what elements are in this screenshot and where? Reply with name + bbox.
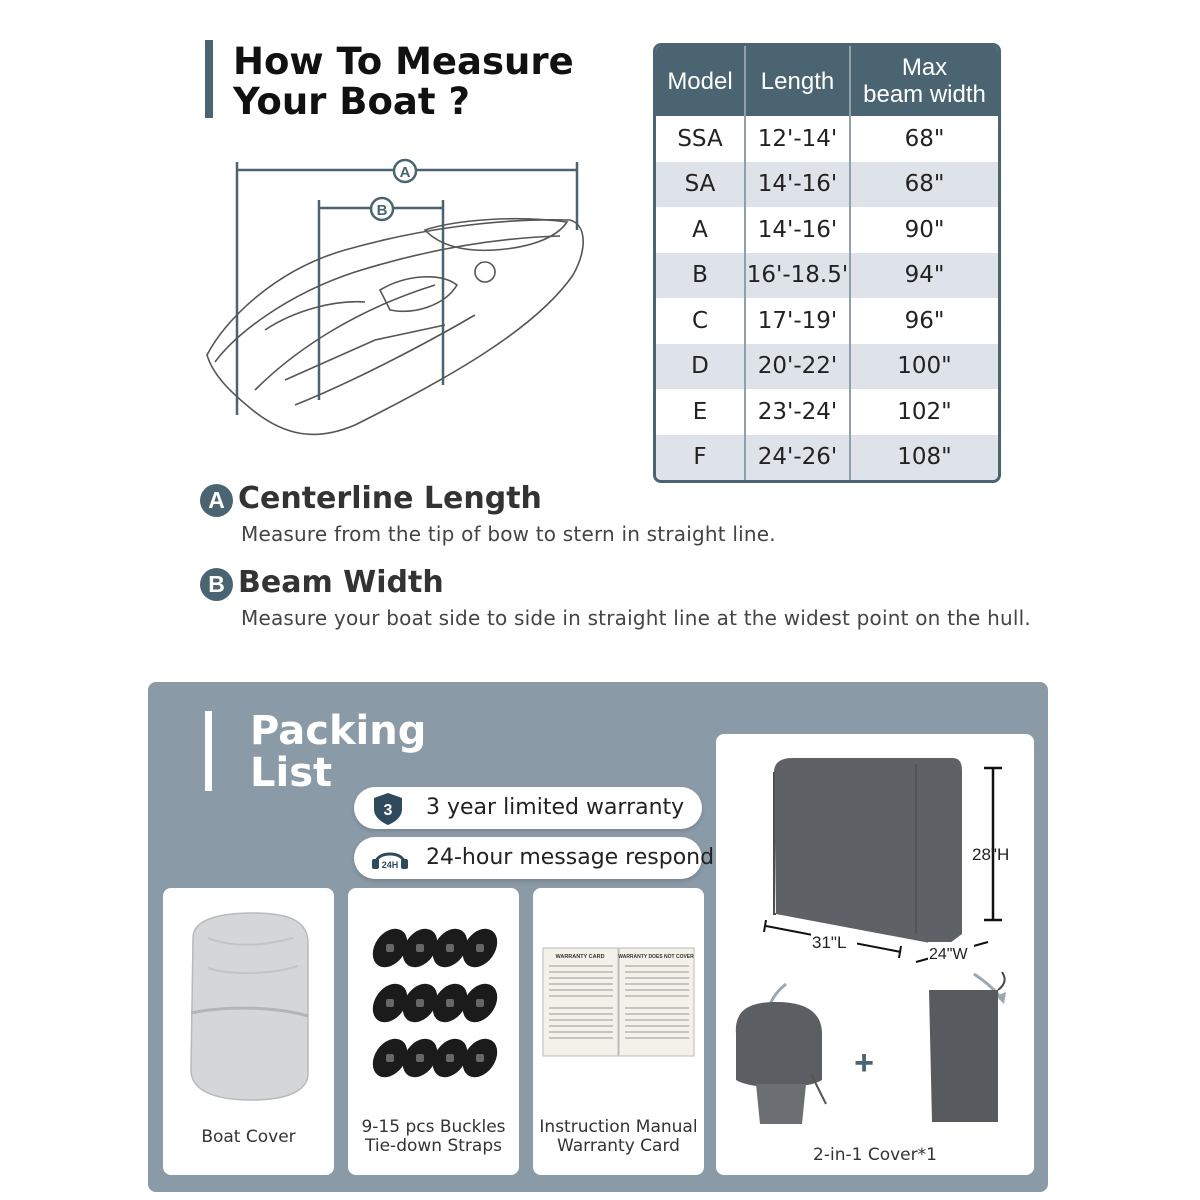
- cell-beam: 96": [904, 307, 945, 334]
- header-model: Model: [656, 46, 746, 116]
- boat-cover-icon: [163, 898, 334, 1118]
- manual-icon: [533, 938, 704, 1138]
- cell-beam: 68": [904, 125, 945, 152]
- straps-icon: [348, 918, 519, 1118]
- warranty-text: 3 year limited warranty: [426, 795, 685, 820]
- cell-length: 17'-19': [746, 298, 851, 344]
- definition-title: Beam Width: [238, 565, 444, 600]
- table-row: [656, 435, 998, 481]
- cell-model: A: [656, 207, 746, 253]
- packing-title-line-2: List: [250, 750, 333, 796]
- table-row: [656, 298, 998, 344]
- item-label-line-2: Tie-down Straps: [365, 1136, 502, 1156]
- header-beam: [851, 46, 998, 116]
- title-line-2: Your Boat ?: [233, 80, 470, 123]
- cell-beam: 90": [904, 216, 945, 243]
- header-beam-line1: Max: [901, 54, 948, 81]
- table-row: [656, 162, 998, 208]
- cell-beam: 108": [851, 435, 998, 481]
- cell-model: E: [656, 389, 746, 435]
- definition-title: Centerline Length: [238, 481, 542, 516]
- boat-diagram: [195, 150, 595, 450]
- cell-model: B: [656, 253, 746, 299]
- dim-length: 31"L: [812, 933, 847, 952]
- boat-outline: [207, 219, 583, 435]
- item-label: [716, 1146, 1034, 1165]
- cell-beam: 68": [851, 162, 998, 208]
- badge-a: A: [200, 484, 233, 517]
- table-row: [656, 344, 998, 390]
- cell-model: D: [656, 344, 746, 390]
- table-row: [656, 253, 998, 299]
- item-card-boat-cover: [163, 888, 334, 1175]
- cell-model: SSA: [656, 116, 746, 162]
- header-length: Length: [746, 46, 851, 116]
- title-accent-bar: [205, 40, 213, 118]
- cell-length: 14'-16': [746, 207, 851, 253]
- cell-beam: 100": [851, 344, 998, 390]
- item-card-motor-cover: [716, 734, 1034, 1175]
- packing-accent-bar: [205, 711, 212, 791]
- label-b: B: [376, 202, 388, 219]
- item-label-line-1: 2-in-1 Cover*1: [813, 1145, 937, 1165]
- table-row: [656, 207, 998, 253]
- headset-text: 24H: [381, 860, 399, 870]
- packing-title: [250, 710, 426, 794]
- packing-title-line-1: Packing: [250, 708, 427, 754]
- cell-beam: 102": [897, 398, 952, 425]
- item-label: [533, 1118, 704, 1156]
- cell-length: 20'-22': [746, 344, 851, 390]
- item-label-line-1: Instruction Manual: [539, 1117, 698, 1137]
- motor-cover-icon: [716, 734, 1034, 1134]
- cell-length: 12'-14': [746, 116, 851, 162]
- badge-b: B: [200, 568, 233, 601]
- cell-model: F: [656, 435, 746, 481]
- warranty-pill: [354, 787, 702, 829]
- cell-length: 24'-26': [746, 435, 851, 481]
- cell-length: 14'-16': [746, 162, 851, 208]
- table-row: [656, 389, 998, 435]
- table-row: [656, 116, 998, 162]
- item-label-line-1: Boat Cover: [201, 1127, 296, 1147]
- page-title: [233, 42, 574, 122]
- packing-panel: [148, 682, 1048, 1192]
- cell-model: SA: [656, 162, 746, 208]
- dim-width: 24"W: [929, 946, 968, 963]
- item-card-manual: [533, 888, 704, 1175]
- label-a: A: [399, 164, 411, 181]
- manual-heading-right: WARRANTY DOES NOT COVER: [618, 954, 694, 960]
- size-chart-table: [653, 43, 1001, 483]
- definition-desc: Measure your boat side to side in straight line at the widest point on the hull.: [241, 606, 1031, 630]
- shield-3-year-icon: [368, 791, 408, 827]
- title-line-1: How To Measure: [233, 40, 574, 83]
- item-label-line-1: 9-15 pcs Buckles: [361, 1117, 506, 1137]
- support-text: 24-hour message respond: [426, 845, 715, 870]
- header-beam-line2: beam width: [863, 81, 986, 108]
- cell-length: 23'-24': [746, 389, 851, 435]
- item-label-line-2: Warranty Card: [557, 1136, 680, 1156]
- cell-beam: 94": [851, 253, 998, 299]
- cell-length: 16'-18.5': [746, 253, 851, 299]
- definition-desc: Measure from the tip of bow to stern in straight line.: [241, 522, 776, 546]
- table-header-row: [656, 46, 998, 116]
- dim-height: 28"H: [972, 845, 1010, 864]
- item-label: [163, 1128, 334, 1147]
- manual-heading-left: WARRANTY CARD: [555, 954, 605, 960]
- cell-model: C: [656, 298, 746, 344]
- item-card-straps: [348, 888, 519, 1175]
- support-pill: [354, 837, 715, 879]
- shield-number: 3: [383, 802, 393, 819]
- headset-24h-icon: [368, 841, 412, 875]
- item-label: [348, 1118, 519, 1156]
- plus-sign: +: [854, 1044, 874, 1082]
